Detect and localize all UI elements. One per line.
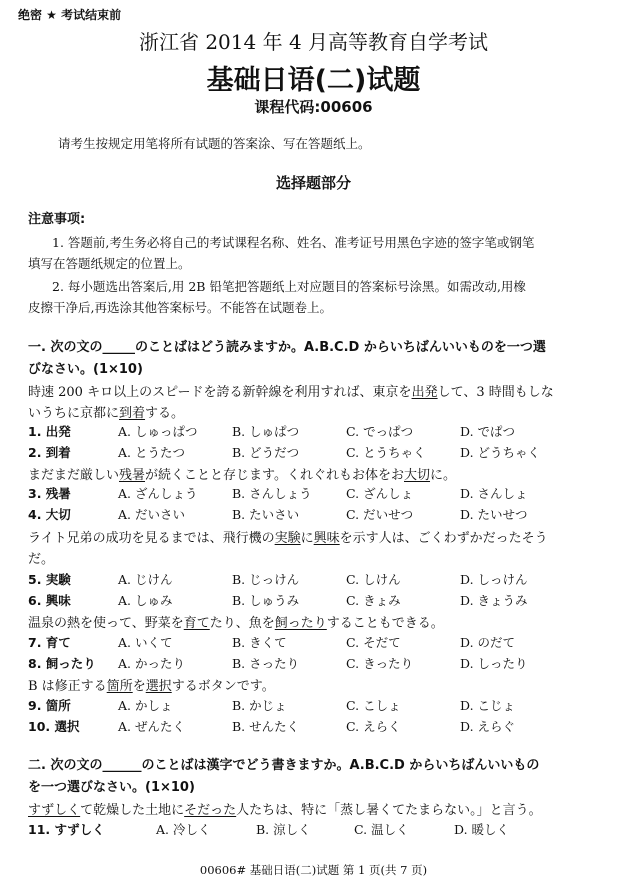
instruction: 请考生按规定用笔将所有试题的答案涂、写在答题纸上。	[58, 136, 371, 151]
part1-question-line-2: びなさい。(1×10)	[28, 362, 143, 377]
note-1-line-2: 填写在答题纸规定的位置上。	[28, 256, 191, 271]
sentence-1: 時速 200 キロ以上のスピードを誇る新幹線を利用すれば、東京を出発して、3 時間もしな	[28, 385, 554, 400]
paper-title: 基础日语(二)试题	[206, 65, 421, 96]
part2-question-line-2: を一つ選びなさい。(1×10)	[28, 780, 195, 795]
sentence-3-cont: だ。	[28, 552, 55, 567]
note-2-line-2: 皮擦干净后,再选涂其他答案标号。不能答在试题卷上。	[28, 300, 332, 315]
part2-question-line-1: 二. 次の文の______のことばは漢字でどう書きますか。A.B.C.D からいちばんいいもの	[28, 758, 540, 773]
sentence-4: 温泉の熱を使って、野菜を育てたり、魚を飼ったりすることもできる。	[28, 616, 444, 631]
sentence-6: すずしくて乾燥した土地にそだった人たちは、特に「蒸し暑くてたまらない。」と言う。	[28, 803, 542, 818]
sentence-2: まだまだ厳しい残暑が続くことと存じます。くれぐれもお体をお大切に。	[28, 468, 457, 483]
note-2-line-1: 2. 每小题选出答案后,用 2B 铅笔把答题纸上对应题目的答案标号涂黑。如需改动,用橡	[52, 279, 526, 294]
sentence-3: ライト兄弟の成功を見るまでは、飛行機の実験に興味を示す人は、ごくわずかだったそう	[28, 531, 548, 546]
sentence-5: B は修正する箇所を選択するボタンです。	[28, 679, 275, 694]
part1-question-line-1: 一. 次の文の_____のことばはどう読みますか。A.B.C.D からいちばんいいものを一つ選	[28, 340, 546, 355]
page-footer: 00606# 基础日语(二)试题 第 1 页(共 7 页)	[199, 863, 428, 877]
sentence-1-cont: いうちに京都に到着する。	[28, 406, 185, 421]
notes-heading: 注意事项:	[28, 212, 86, 227]
secret-label: 绝密 ★ 考试结束前	[18, 8, 122, 22]
exam-name: 浙江省 2014 年 4 月高等教育自学考试	[138, 30, 489, 54]
note-1-line-1: 1. 答题前,考生务必将自己的考试课程名称、姓名、准考证号用黑色字迹的签字笔或钢笔	[52, 235, 535, 250]
section-title: 选择题部分	[275, 174, 351, 192]
course-code: 课程代码:00606	[254, 98, 373, 116]
